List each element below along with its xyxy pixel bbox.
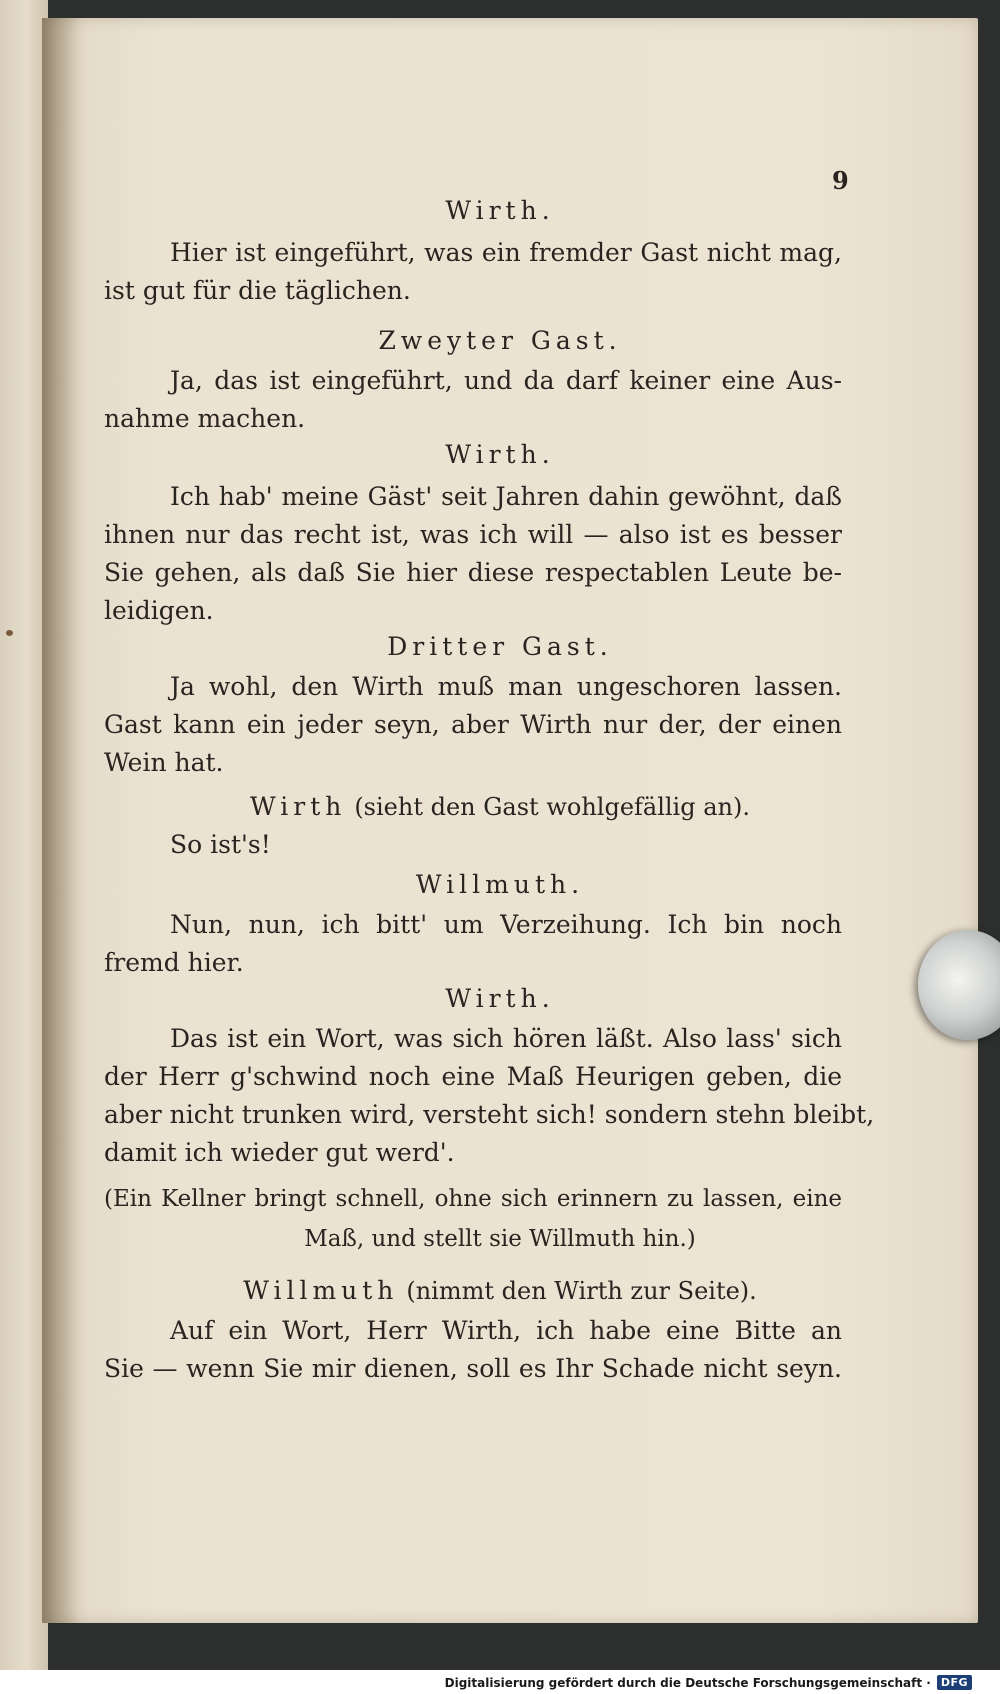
previous-page-edge [0,0,48,1670]
text-line: Sie gehen, als daß Sie hier diese respectablen Leute be- [104,558,842,587]
text-line: Ich hab' meine Gäst' seit Jahren dahin gewöhnt, daß [170,482,842,511]
speaker-name: Wirth [250,792,347,821]
speaker-with-direction [0,792,1000,821]
text-line: Gast kann ein jeder seyn, aber Wirth nur der, der einen [104,710,842,739]
text-line: damit ich wieder gut werd'. [104,1138,455,1167]
speaker-name: Dritter Gast. [387,632,613,661]
stage-direction: (sieht den Gast wohlgefällig an). [354,793,750,821]
speaker-with-direction [0,1276,1000,1305]
text-line: leidigen. [104,596,214,625]
speaker-name: Wirth. [445,984,555,1013]
text-line: Hier ist eingeführt, was ein fremder Gast nicht mag, [170,238,842,267]
speaker-name: Wirth. [445,440,555,469]
stage-direction: (nimmt den Wirth zur Seite). [406,1277,757,1305]
text-line: Ja, das ist eingeführt, und da darf keiner eine Aus- [170,366,842,395]
text-line: fremd hier. [104,948,244,977]
speaker-name: Wirth. [445,196,555,225]
text-line: ihnen nur das recht ist, was ich will — also ist es besser [104,520,842,549]
dfg-logo: DFG [937,1675,972,1690]
stage-direction: (Ein Kellner bringt schnell, ohne sich erinnern zu lassen, eine [104,1186,842,1212]
text-line: aber nicht trunken wird, versteht sich! sondern stehn bleibt, [104,1100,875,1129]
text-line: Sie — wenn Sie mir dienen, soll es Ihr Schade nicht seyn. [104,1354,842,1383]
text-line: Das ist ein Wort, was sich hören läßt. Also lass' sich [170,1024,842,1053]
page-number: 9 [832,166,849,195]
text-line: Wein hat. [104,748,224,777]
speaker-name: Zweyter Gast. [378,326,622,355]
text-line: So ist's! [170,830,271,859]
text-line: ist gut für die täglichen. [104,276,411,305]
credit-text: Digitalisierung gefördert durch die Deutsche Forschungsgemeinschaft · [444,1675,931,1690]
stage-direction: Maß, und stellt sie Willmuth hin.) [304,1226,696,1252]
text-line: der Herr g'schwind noch eine Maß Heurigen geben, die [104,1062,842,1091]
text-line: nahme machen. [104,404,306,433]
speaker-name: Willmuth. [415,870,585,899]
digitization-credit [445,1675,972,1690]
speaker-name: Willmuth [243,1276,399,1305]
text-line: Ja wohl, den Wirth muß man ungeschoren lassen. [170,672,842,701]
text-line: Auf ein Wort, Herr Wirth, ich habe eine Bitte an [170,1316,842,1345]
text-line: Nun, nun, ich bitt' um Verzeihung. Ich bin noch [170,910,842,939]
